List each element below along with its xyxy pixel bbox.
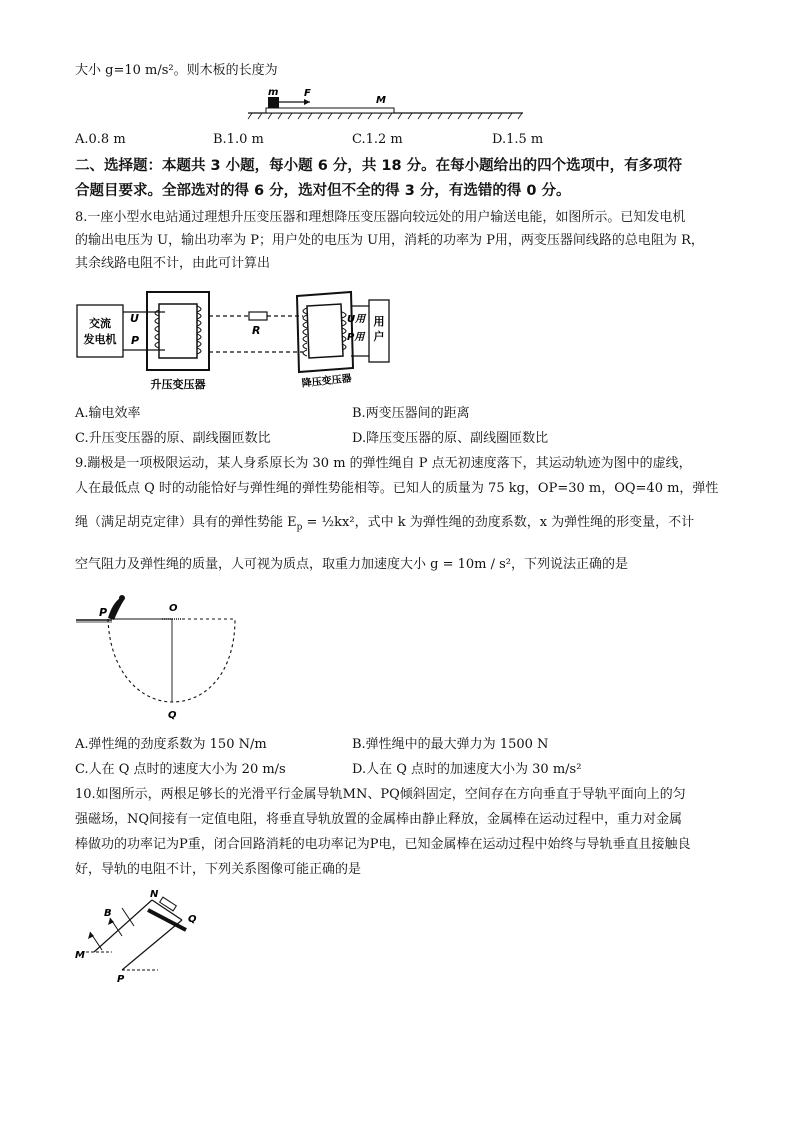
board xyxy=(266,108,394,113)
q9-bungee-figure xyxy=(72,594,272,724)
q8-option-c: C.升压变压器的原、副线圈匝数比 xyxy=(75,431,271,446)
label-P: P xyxy=(117,974,125,985)
q7-option-b: B.1.0 m xyxy=(213,132,264,147)
label-U-user: U用 xyxy=(347,314,366,325)
generator-label-2: 发电机 xyxy=(83,333,117,346)
label-O: O xyxy=(169,603,178,614)
label-M: M xyxy=(75,950,85,961)
q9-line3: 绳（满足胡克定律）具有的弹性势能 $E_p$ = ½kx²，式中 k 为弹性绳的劲度系数，x 为弹性绳的形变量，不计 xyxy=(75,515,695,533)
q7-option-d: D.1.5 m xyxy=(492,132,544,147)
q10-line2: 强磁场，NQ间接有一定值电阻，将垂直导轨放置的金属棒由静止释放，金属棒在运动过程中，重力对金属 xyxy=(75,812,683,827)
step-up-label: 升压变压器 xyxy=(150,378,206,391)
label-m: m xyxy=(268,87,279,98)
q9-option-a: A.弹性绳的劲度系数为 150 N/m xyxy=(75,737,267,752)
label-Q: Q xyxy=(168,710,177,721)
q8-line2: 的输出电压为 U，输出功率为 P；用户处的电压为 U用，消耗的功率为 P用，两变压器间线路的总电阻为 R， xyxy=(75,233,704,248)
jumper xyxy=(108,598,124,620)
resistor xyxy=(160,897,177,911)
label-P: P xyxy=(99,606,108,619)
label-Q: Q xyxy=(188,914,197,925)
label-P: P xyxy=(131,334,140,347)
q9-line1: 9.蹦极是一项极限运动，某人身系原长为 30 m 的弹性绳自 P 点无初速度落下，其运动轨迹为图中的虚线， xyxy=(75,456,692,471)
q8-transformer-figure xyxy=(75,280,395,395)
section2-heading-line1: 二、选择题：本题共 3 小题，每小题 6 分，共 18 分。在每小题给出的四个选项中，有多项符 xyxy=(75,158,683,174)
label-B: B xyxy=(104,908,112,919)
label-R: R xyxy=(252,324,261,337)
label-M: M xyxy=(376,95,386,106)
q9-line2: 人在最低点 Q 时的动能恰好与弹性绳的弹性势能相等。已知人的质量为 75 kg，OP=30 m，OQ=40 m，弹性 xyxy=(75,481,719,496)
q8-option-b: B.两变压器间的距离 xyxy=(352,406,470,421)
generator-box xyxy=(77,305,123,357)
q7-text: 大小 g=10 m/s²。则木板的长度为 xyxy=(75,63,278,78)
q10-line1: 10.如图所示，两根足够长的光滑平行金属导轨MN、PQ倾斜固定，空间存在方向垂直于导轨平面向上的匀 xyxy=(75,787,686,802)
q7-option-c: C.1.2 m xyxy=(352,132,403,147)
user-label-1: 用 xyxy=(373,315,385,328)
q9-option-c: C.人在 Q 点时的速度大小为 20 m/s xyxy=(75,762,286,777)
section2-heading-line2: 合题目要求。全部选对的得 6 分，选对但不全的得 3 分，有选错的得 0 分。 xyxy=(75,183,571,199)
q10-line3: 棒做功的功率记为P重，闭合回路消耗的电功率记为P电，已知金属棒在运动过程中始终与导轨垂直且接触良 xyxy=(75,837,691,852)
label-P-user: P用 xyxy=(347,332,365,343)
rail-MN xyxy=(94,900,152,952)
q8-line3: 其余线路电阻不计，由此可计算出 xyxy=(75,256,271,271)
q8-line1: 8.一座小型水电站通过理想升压变压器和理想降压变压器向较远处的用户输送电能，如图所示。已知发电机 xyxy=(75,210,686,225)
q7-option-a: A.0.8 m xyxy=(75,132,126,147)
label-U: U xyxy=(130,312,139,325)
block xyxy=(268,97,279,108)
q9-option-b: B.弹性绳中的最大弹力为 1500 N xyxy=(352,737,549,752)
q8-option-d: D.降压变压器的原、副线圈匝数比 xyxy=(352,431,549,446)
q10-line4: 好，导轨的电阻不计，下列关系图像可能正确的是 xyxy=(75,862,362,877)
q8-option-a: A.输电效率 xyxy=(75,406,141,421)
generator-label-1: 交流 xyxy=(89,317,111,330)
q9-line4: 空气阻力及弹性绳的质量，人可视为质点，取重力加速度大小 g = 10m / s²，下列说法正确的是 xyxy=(75,557,629,572)
rail-PQ xyxy=(122,920,182,970)
label-F: F xyxy=(304,88,311,99)
resistor-R xyxy=(249,312,267,320)
metal-rod xyxy=(148,910,186,930)
step-down-label: 降压变压器 xyxy=(301,373,353,390)
q7-figure xyxy=(248,86,528,122)
trajectory xyxy=(108,619,235,702)
q10-rail-figure xyxy=(72,890,212,990)
step-down-core xyxy=(297,292,353,372)
q9-option-d: D.人在 Q 点时的加速度大小为 30 m/s² xyxy=(352,762,582,777)
user-label-2: 户 xyxy=(373,330,385,343)
label-N: N xyxy=(150,889,159,900)
